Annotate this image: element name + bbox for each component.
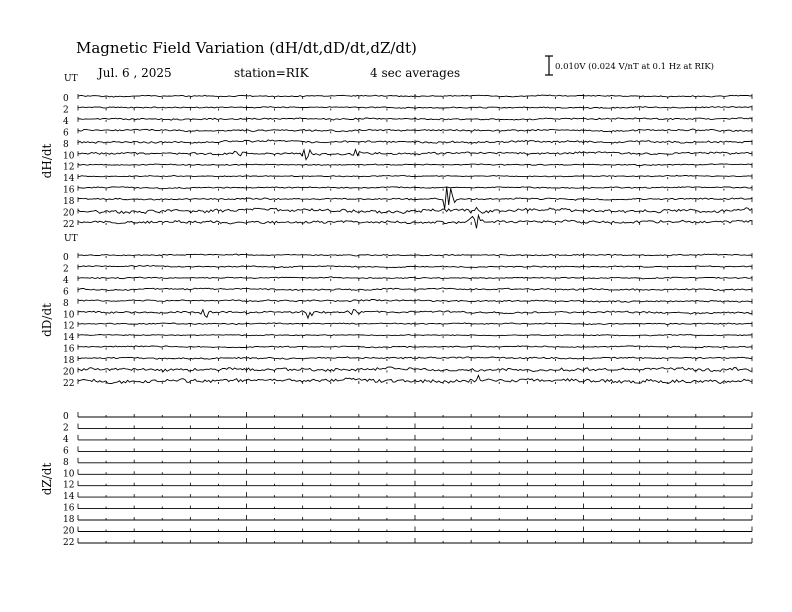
ut-label: UT	[64, 74, 78, 84]
trace-ticks	[78, 515, 752, 520]
panels-group	[40, 74, 752, 548]
scale-bar	[545, 56, 553, 75]
hour-label: 0	[63, 94, 69, 104]
hour-label: 4	[63, 116, 69, 127]
hour-label: 12	[63, 480, 75, 491]
hour-label: 4	[63, 275, 69, 286]
trace-ticks	[78, 368, 752, 373]
hour-label: 18	[63, 356, 75, 367]
hour-label: 0	[63, 412, 69, 422]
hour-label: 6	[63, 128, 69, 139]
trace-ticks	[78, 446, 752, 451]
date-label: Jul. 6 , 2025	[98, 66, 172, 80]
trace-ticks	[78, 504, 752, 509]
trace-ticks	[78, 423, 752, 428]
station-label: station=RIK	[234, 66, 309, 80]
trace-ticks	[78, 151, 752, 156]
hour-label: 4	[63, 434, 69, 445]
hour-label: 12	[63, 162, 75, 173]
trace-line	[78, 150, 752, 160]
hour-label: 2	[63, 264, 69, 275]
panel-dddt	[40, 234, 752, 389]
hour-label: 16	[63, 344, 75, 355]
ut-label: UT	[64, 234, 78, 244]
hour-label: 10	[63, 469, 75, 480]
axis-label: dZ/dt	[40, 462, 54, 496]
hour-label: 14	[63, 174, 75, 185]
axis-label: dD/dt	[40, 303, 54, 337]
hour-label: 22	[63, 219, 75, 230]
hour-label: 10	[63, 310, 75, 321]
trace-ticks	[78, 492, 752, 497]
hour-label: 12	[63, 321, 75, 332]
panel-dzdt	[40, 412, 752, 548]
hour-label: 20	[63, 526, 75, 537]
panel-dhdt	[40, 74, 752, 230]
hour-label: 18	[63, 197, 75, 208]
scale-label: 0.010V (0.024 V/nT at 0.1 Hz at RIK)	[555, 62, 714, 72]
chart-title: Magnetic Field Variation (dH/dt,dD/dt,dZ/dt)	[76, 39, 417, 57]
trace-line	[78, 215, 752, 228]
hour-label: 18	[63, 515, 75, 526]
hour-label: 2	[63, 105, 69, 116]
axis-label: dH/dt	[40, 143, 54, 179]
hour-label: 14	[63, 492, 75, 503]
trace-ticks	[78, 469, 752, 474]
hour-label: 0	[63, 253, 69, 263]
hour-label: 8	[63, 139, 69, 150]
hour-label: 22	[63, 378, 75, 389]
hour-label: 6	[63, 287, 69, 298]
hour-label: 16	[63, 185, 75, 196]
trace-ticks	[78, 481, 752, 486]
hour-label: 14	[63, 333, 75, 344]
hour-label: 20	[63, 367, 75, 378]
hour-label: 20	[63, 208, 75, 219]
hour-label: 8	[63, 298, 69, 309]
hour-label: 8	[63, 457, 69, 468]
trace-ticks	[78, 356, 752, 361]
hour-label: 2	[63, 423, 69, 434]
trace-ticks	[78, 435, 752, 440]
hour-label: 10	[63, 151, 75, 162]
trace-ticks	[78, 412, 752, 417]
trace-ticks	[78, 538, 752, 543]
hour-label: 22	[63, 537, 75, 548]
averaging-label: 4 sec averages	[370, 66, 461, 80]
trace-ticks	[78, 527, 752, 532]
hour-label: 6	[63, 446, 69, 457]
hour-label: 16	[63, 503, 75, 514]
trace-ticks	[78, 458, 752, 463]
